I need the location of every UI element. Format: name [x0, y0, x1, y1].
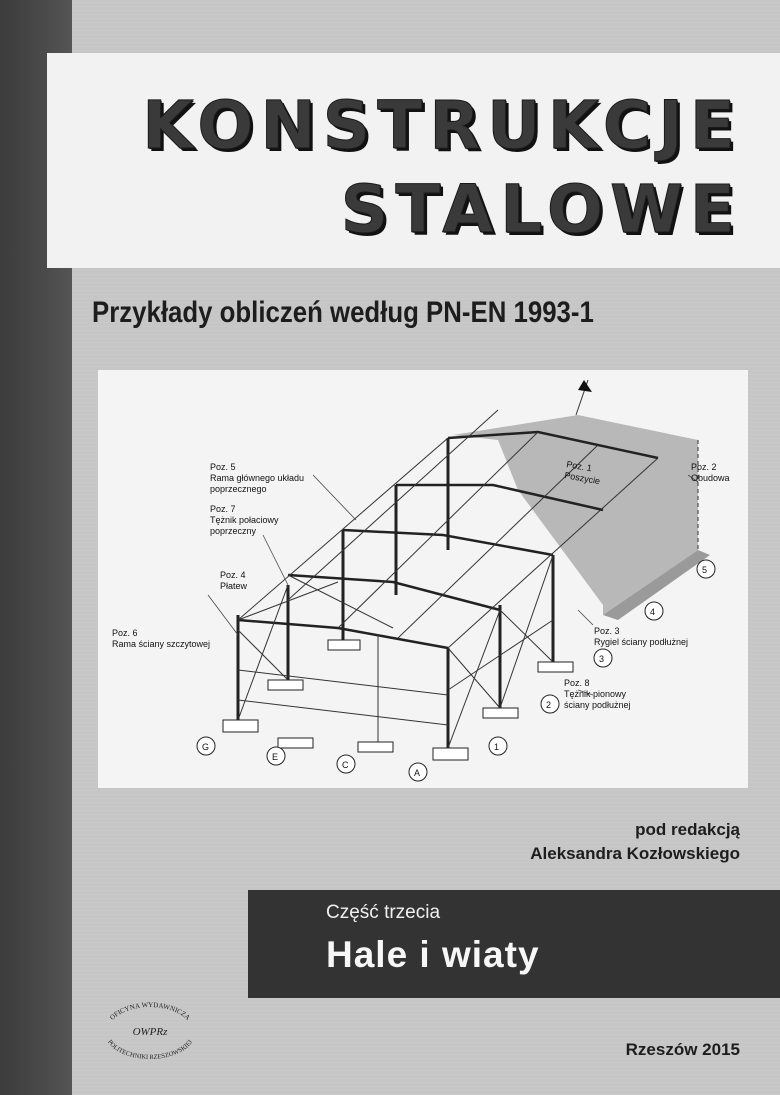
title-line-2: STALOWE: [340, 171, 742, 248]
label-poz7-b: Tężnik połaciowy: [210, 515, 279, 525]
city-year: Rzeszów 2015: [625, 1040, 740, 1059]
axis-4: 4: [650, 607, 656, 617]
axis-A: A: [414, 768, 421, 778]
label-poz3-b: Rygiel ściany podłużnej: [594, 637, 689, 647]
label-poz5-c: poprzecznego: [210, 484, 267, 494]
axis-G: G: [202, 742, 210, 752]
label-poz8-b: Tężnik pionowy: [564, 689, 627, 699]
axis-1: 1: [494, 742, 500, 752]
axis-3: 3: [599, 654, 605, 664]
editor-name: Aleksandra Kozłowskiego: [530, 844, 740, 863]
label-poz8-c: ściany podłużnej: [564, 700, 631, 710]
svg-text:OFICYNA WYDAWNICZA: [108, 1001, 191, 1022]
axis-2: 2: [546, 700, 552, 710]
part-title: Hale i wiaty: [326, 934, 540, 975]
part-box: [248, 890, 780, 998]
svg-text:POLITECHNIKI RZESZOWSKIEJ: [106, 1039, 194, 1060]
label-poz4-b: Płatew: [220, 581, 248, 591]
label-poz7-a: Poz. 7: [210, 504, 236, 514]
label-poz1-a: Poz. 1: [565, 459, 593, 474]
label-poz1-b: Poszycie: [563, 470, 601, 487]
label-poz5-a: Poz. 5: [210, 462, 236, 472]
label-poz8-a: Poz. 8: [564, 678, 590, 688]
axis-E: E: [272, 752, 279, 762]
editor-info: [530, 818, 740, 866]
subtitle: Przykłady obliczeń według PN-EN 1993-1: [92, 296, 594, 329]
label-poz4-a: Poz. 4: [220, 570, 246, 580]
title-box: [47, 53, 780, 268]
axis-C: C: [342, 760, 349, 770]
publisher-logo: [95, 995, 205, 1060]
foundations: [223, 640, 573, 760]
wind-arrow-icon: [578, 380, 592, 392]
editor-line-1: pod redakcją: [635, 820, 740, 839]
label-poz2-a: Poz. 2: [691, 462, 717, 472]
publisher-logo-icon: [95, 995, 205, 1060]
title-line-1: KONSTRUKCJE: [142, 87, 742, 164]
steel-hall-drawing: [98, 370, 748, 788]
label-poz2-b: Obudowa: [691, 473, 730, 483]
label-poz7-c: poprzeczny: [210, 526, 257, 536]
axis-5: 5: [702, 565, 708, 575]
part-label: Część trzecia: [326, 902, 441, 923]
label-poz6-a: Poz. 6: [112, 628, 138, 638]
label-poz3-a: Poz. 3: [594, 626, 620, 636]
publisher-line-1: OFICYNA WYDAWNICZA: [108, 1000, 192, 1022]
steel-hall-svg: [98, 370, 748, 788]
publisher-line-2: POLITECHNIKI RZESZOWSKIEJ: [105, 1038, 195, 1060]
label-poz6-b: Rama ściany szczytowej: [112, 639, 211, 649]
label-poz5-b: Rama głównego układu: [210, 473, 305, 483]
publisher-mark: OWPRz: [132, 1026, 168, 1038]
